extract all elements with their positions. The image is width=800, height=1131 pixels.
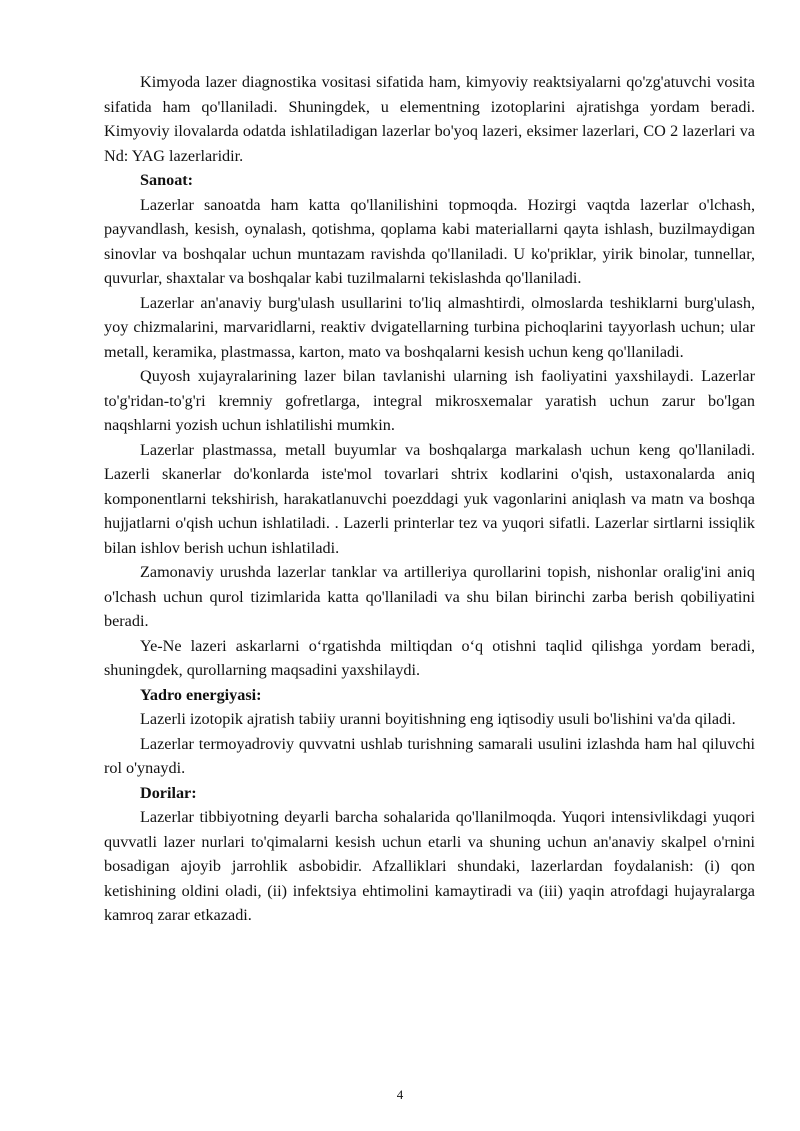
paragraph-marking-scanning: Lazerlar plastmassa, metall buyumlar va boshqalarga markalash uchun keng qo'llaniladi. Lazerli skanerlar do'konlarda iste'mol tovarlari shtrix kodlarini o'qish, ustaxonalarda aniq komponentlarni tekshirish, harakatlanuvchi poezddagi yuk vagonlarini aniqlash va matn va boshqa hujjatlarni o'qish uchun ishlatiladi. . Lazerli printerlar tez va yuqori sifatli. Lazerlar sirtlarni issiqlik bilan ishlov berish uchun ishlatiladi. [104, 440, 755, 557]
paragraph-chemistry: Kimyoda lazer diagnostika vositasi sifatida ham, kimyoviy reaktsiyalarni qo'zg'atuvchi vosita sifatida ham qo'llaniladi. Shuningdek, u elementning izotoplarini ajratishga yordam beradi. Kimyoviy ilovalarda odatda ishlatiladigan lazerlar bo'yoq lazeri, eksimer lazerlari, CO 2 lazerlari va Nd: YAG lazerlaridir. [104, 73, 755, 165]
paragraph-solar-cells: Quyosh xujayralarining lazer bilan tavlanishi ularning ish faoliyatini yaxshilaydi. Lazerlar to'g'ridan-to'g'ri kremniy gofretlarga, integral mikrosxemalar yaratish uchun zarur bo'lgan naqshlarni yozish uchun ishlatilishi mumkin. [104, 367, 755, 434]
paragraph-industry-usage: Lazerlar sanoatda ham katta qo'llanilishini topmoqda. Hozirgi vaqtda lazerlar o'lchash, payvandlash, kesish, oynalash, qotishma, qoplama kabi materiallarni qayta ishlash, buzilmaydigan sinovlar va boshqalar uchun muntazam ravishda qo'llaniladi. U ko'priklar, yirik binolar, tunnellar, quvurlar, shaxtalar va boshqalar kabi tuzilmalarni tekislashda qo'llaniladi. [104, 195, 755, 287]
paragraph-fusion: Lazerlar termoyadroviy quvvatni ushlab turishning samarali usulini izlashda ham hal qiluvchi rol o'ynaydi. [104, 734, 755, 777]
paragraph-isotope-separation: Lazerli izotopik ajratish tabiiy uranni boyitishning eng iqtisodiy usuli bo'lishini va'da qiladi. [140, 710, 736, 728]
paragraph-he-ne-training: Ye-Ne lazeri askarlarni o‘rgatishda miltiqdan o‘q otishni taqlid qilishga yordam beradi, shuningdek, qurollarning maqsadini yaxshilaydi. [104, 636, 755, 679]
paragraph-drilling-cutting: Lazerlar an'anaviy burg'ulash usullarini to'liq almashtirdi, olmoslarda teshiklarni burg'ulash, yoy chizmalarini, marvaridlarni, reaktiv dvigatellarning turbina pichoqlarini tayyorlash uchun; ular metall, keramika, plastmassa, karton, mato va boshqalarni kesish uchun keng qo'llaniladi. [104, 293, 755, 361]
page-number: 4 [396, 1087, 404, 1102]
document-page [104, 70, 755, 928]
paragraph-medicine: Lazerlar tibbiyotning deyarli barcha sohalarida qo'llanilmoqda. Yuqori intensivlikdagi yuqori quvvatli lazer nurlari to'qimalarni kesish uchun etarli va shuning uchun an'anaviy skalpel o'rnini bosadigan ajoyib jarrohlik asbobidir. Afzalliklari shundaki, lazerlardan foydalanish: (i) qon ketishining oldini oladi, (ii) infektsiya ehtimolini kamaytiradi va (iii) yaqin atrofdagi hujayralarga kamroq zarar etkazadi. [104, 808, 755, 924]
paragraph-warfare: Zamonaviy urushda lazerlar tanklar va artilleriya qurollarini topish, nishonlar oralig'ini aniq o'lchash uchun qurol tizimlarida katta qo'llaniladi va shu bilan birinchi zarba berish qobiliyatini beradi. [104, 563, 755, 630]
heading-medicine: Dorilar: [140, 783, 197, 802]
heading-nuclear-energy: Yadro energiyasi: [140, 685, 262, 704]
heading-industry: Sanoat: [140, 171, 194, 189]
